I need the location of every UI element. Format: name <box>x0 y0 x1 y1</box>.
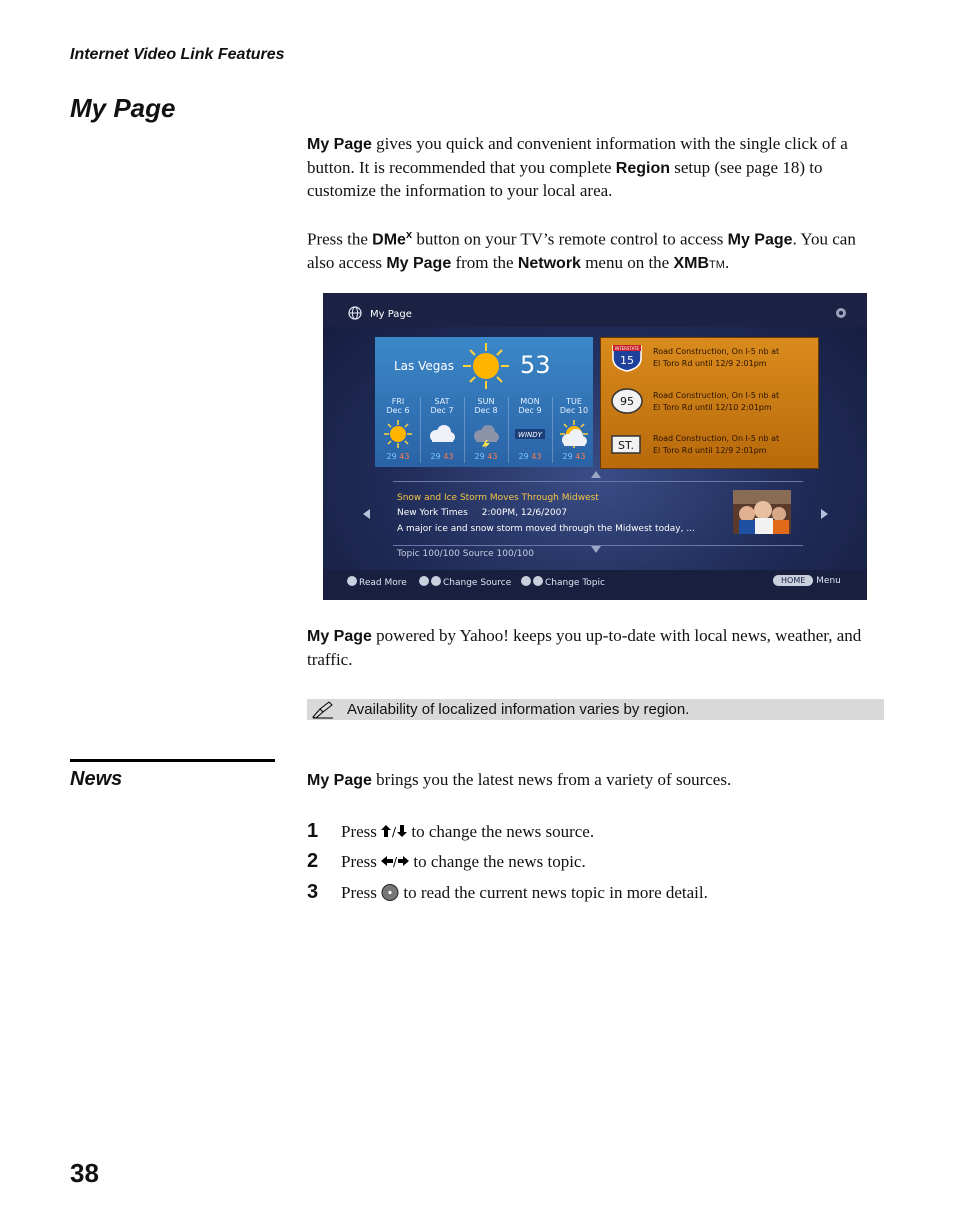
bold-term: My Page <box>727 231 793 249</box>
traffic-text <box>653 433 779 457</box>
day-date: Dec 8 <box>474 406 498 415</box>
trademark: TM <box>709 259 725 272</box>
traffic-line: Road Construction, On I-5 nb at <box>653 347 780 356</box>
day-date: Dec 9 <box>518 406 542 415</box>
traffic-sign-label: ST. <box>618 439 634 452</box>
hint-label: Change Topic <box>545 578 605 588</box>
low-temp: 29 <box>386 452 397 461</box>
interstate-sign-icon <box>611 342 643 372</box>
text: powered by Yahoo! keeps you up-to-date with local news, weather, and traffic. <box>307 626 862 669</box>
high-temp: 43 <box>575 452 586 461</box>
day-name: SUN <box>477 397 495 406</box>
traffic-sign-label: 95 <box>620 395 634 408</box>
traffic-item <box>611 429 811 465</box>
high-temp: 43 <box>399 452 410 461</box>
menu-label: Menu <box>816 576 841 586</box>
traffic-line: El Toro Rd until 12/10 2:01pm <box>653 403 772 412</box>
pencil-note-icon <box>311 701 335 719</box>
text: button on your TV’s remote control to access <box>412 229 728 249</box>
page-title: My Page <box>70 93 176 123</box>
svg-text:/: / <box>392 825 397 838</box>
news-time: 2:00PM, 12/6/2007 <box>481 508 568 518</box>
day-name: MON <box>520 397 540 406</box>
partly-cloudy-icon <box>557 419 591 449</box>
screen-title: My Page <box>370 309 412 320</box>
text: from the <box>451 253 518 273</box>
traffic-line: El Toro Rd until 12/9 2:01pm <box>653 446 767 455</box>
text: . You can also access <box>307 229 856 273</box>
scroll-down-icon[interactable] <box>591 546 601 553</box>
note-box <box>307 699 884 720</box>
traffic-item <box>611 386 811 422</box>
traffic-item <box>611 342 811 378</box>
right-button-icon <box>533 576 543 586</box>
traffic-line: Road Construction, On I-5 nb at <box>653 434 780 443</box>
step-number: 3 <box>307 881 319 903</box>
forecast-day-label <box>420 397 464 415</box>
home-menu-hint[interactable] <box>773 575 841 586</box>
note-text: Availability of localized information varies by region. <box>347 701 690 718</box>
up-down-arrow-icon <box>381 825 407 838</box>
bold-term: DMe <box>372 231 406 249</box>
day-name: FRI <box>391 397 405 406</box>
intro-paragraph-2 <box>307 224 882 277</box>
forecast-day-label <box>508 397 552 415</box>
high-temp: 43 <box>443 452 454 461</box>
page-number: 38 <box>70 1158 99 1188</box>
forecast-day-label <box>464 397 508 415</box>
text: to read the current news topic in more detail. <box>399 883 708 902</box>
bold-term: My Page <box>307 628 372 645</box>
hint-label: Change Source <box>443 578 512 588</box>
windy-icon <box>513 419 547 449</box>
news-photo <box>733 490 791 534</box>
sunny-icon <box>381 419 415 449</box>
bold-term: Network <box>517 255 581 273</box>
low-temp: 29 <box>562 452 573 461</box>
text: to change the news topic. <box>409 852 586 871</box>
forecast-day-label <box>552 397 596 415</box>
scroll-up-icon[interactable] <box>591 471 601 478</box>
low-temp: 29 <box>518 452 529 461</box>
screen-top-bar <box>323 293 867 327</box>
text: Press <box>341 852 382 871</box>
news-headline[interactable]: Snow and Ice Storm Moves Through Midwest <box>397 493 599 503</box>
next-arrow-icon[interactable] <box>821 509 828 519</box>
interstate-label: INTERSTATE <box>615 346 639 351</box>
text: Press <box>341 883 382 902</box>
forecast-divider <box>464 397 465 463</box>
low-temp: 29 <box>430 452 441 461</box>
source-count: Source 100/100 <box>462 549 534 559</box>
step-text <box>341 822 594 842</box>
day-name: SAT <box>434 397 450 406</box>
news-intro-paragraph <box>307 769 882 793</box>
sunny-icon <box>461 341 511 391</box>
highway-sign-icon <box>611 388 643 414</box>
city-name: Las Vegas <box>394 359 454 373</box>
text: Press the <box>307 229 373 249</box>
hint-label: Read More <box>359 578 407 588</box>
forecast-divider <box>508 397 509 463</box>
forecast-day-label <box>376 397 420 415</box>
home-button-label: HOME <box>773 575 813 586</box>
traffic-line: El Toro Rd until 12/9 2:01pm <box>653 359 767 368</box>
street-sign-icon <box>611 435 643 455</box>
step-number: 2 <box>307 850 319 872</box>
up-button-icon <box>419 576 429 586</box>
left-right-arrow-icon <box>381 855 409 868</box>
news-source: New York Times <box>397 508 468 518</box>
section-heading-news: News <box>70 768 123 790</box>
weather-panel[interactable] <box>375 337 593 467</box>
enter-button-icon <box>347 576 357 586</box>
change-source-hint[interactable] <box>419 576 511 588</box>
text: gives you quick and convenient information with the single click of a button. It is recommended that you complete <box>307 134 848 177</box>
traffic-text <box>653 346 779 370</box>
enter-button-icon <box>381 884 399 901</box>
forecast-divider <box>552 397 553 463</box>
traffic-sign-label: 15 <box>620 354 634 367</box>
low-temp: 29 <box>474 452 485 461</box>
text: Press <box>341 822 382 841</box>
bold-term: My Page <box>386 255 452 273</box>
left-button-icon <box>521 576 531 586</box>
text: setup (see page 18) to customize the information to your local area. <box>307 157 823 200</box>
forecast-temps <box>508 452 552 461</box>
my-page-screenshot <box>323 293 867 600</box>
intro-paragraph-1 <box>307 133 882 203</box>
change-topic-hint[interactable] <box>521 576 605 588</box>
step-text <box>341 852 586 872</box>
news-counts <box>397 549 534 559</box>
text: menu on the <box>580 253 674 273</box>
forecast-divider <box>420 397 421 463</box>
traffic-line: Road Construction, On I-5 nb at <box>653 391 780 400</box>
thunderstorm-icon <box>469 419 503 449</box>
day-date: Dec 6 <box>386 406 410 415</box>
previous-arrow-icon[interactable] <box>363 509 370 519</box>
powered-paragraph <box>307 625 882 671</box>
day-name: TUE <box>566 397 582 406</box>
day-date: Dec 10 <box>559 406 589 415</box>
forecast-temps <box>464 452 508 461</box>
step-number: 1 <box>307 820 319 842</box>
forecast-temps <box>376 452 420 461</box>
text: . <box>724 253 730 273</box>
section-header: Internet Video Link Features <box>70 46 285 63</box>
text: brings you the latest news from a variety of sources. <box>371 770 732 789</box>
bold-term: Region <box>615 159 670 177</box>
text: to change the news source. <box>407 822 595 841</box>
globe-icon <box>348 306 362 320</box>
traffic-panel[interactable] <box>600 337 819 469</box>
cloudy-icon <box>425 419 459 449</box>
traffic-text <box>653 390 779 414</box>
news-meta <box>397 508 567 518</box>
svg-text:/: / <box>393 855 398 868</box>
high-temp: 43 <box>531 452 542 461</box>
bold-term: XMB <box>673 255 710 273</box>
step-text <box>341 883 708 903</box>
bold-term: My Page <box>307 136 372 153</box>
forecast-temps <box>420 452 464 461</box>
section-rule <box>70 759 275 762</box>
day-date: Dec 7 <box>430 406 454 415</box>
divider <box>393 481 803 482</box>
down-button-icon <box>431 576 441 586</box>
news-summary: A major ice and snow storm moved through the Midwest today, ... <box>397 524 695 534</box>
status-icon <box>835 307 847 319</box>
windy-label: WINDY <box>518 431 542 439</box>
superscript: x <box>405 229 413 241</box>
bold-term: My Page <box>307 772 372 789</box>
current-temperature: 53 <box>520 351 551 379</box>
read-more-hint[interactable] <box>347 576 407 588</box>
forecast-temps <box>552 452 596 461</box>
high-temp: 43 <box>487 452 498 461</box>
topic-count: Topic 100/100 <box>397 549 460 559</box>
